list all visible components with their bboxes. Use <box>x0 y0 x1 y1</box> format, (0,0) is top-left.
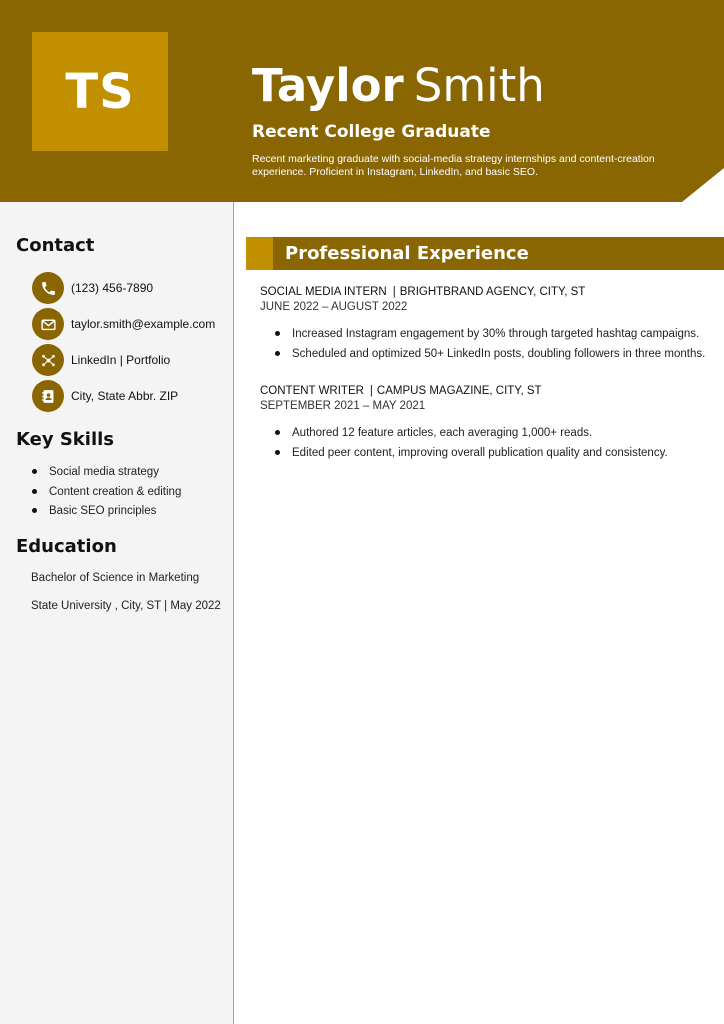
contact-phone <box>32 272 153 304</box>
experience-heading: Professional Experience <box>285 243 529 264</box>
monogram-initials: TS <box>65 63 135 120</box>
education-heading: Education <box>16 536 117 557</box>
job-entry <box>260 285 710 367</box>
header-corner-cut <box>682 168 724 202</box>
experience-heading-bar <box>246 237 724 270</box>
last-name: Smith <box>413 59 545 112</box>
phone-icon <box>32 272 64 304</box>
job-bullet: Authored 12 feature articles, each averaging 1,000+ reads. <box>275 426 710 440</box>
contact-heading: Contact <box>16 235 95 256</box>
first-name: Taylor <box>252 59 404 112</box>
contact-phone-text: (123) 456-7890 <box>71 281 154 295</box>
job-bullet: Increased Instagram engagement by 30% through targeted hashtag campaigns. <box>275 327 710 341</box>
skills-heading: Key Skills <box>16 429 114 450</box>
network-icon <box>32 344 64 376</box>
candidate-name <box>252 58 545 114</box>
skill-item: Basic SEO principles <box>32 503 181 523</box>
job-dates: SEPTEMBER 2021 – MAY 2021 <box>260 400 426 412</box>
skills-list <box>32 464 181 523</box>
candidate-subtitle: Recent College Graduate <box>252 122 491 142</box>
heading-accent-block <box>246 237 273 270</box>
profile-summary: Recent marketing graduate with social-media strategy internships and content-creation experience. Proficient in Instagram, LinkedIn, and basic SEO. <box>252 153 655 178</box>
contact-address <box>32 380 178 412</box>
job-bullet: Edited peer content, improving overall publication quality and consistency. <box>275 446 710 460</box>
job-separator: | <box>369 385 373 397</box>
contact-links <box>32 344 170 376</box>
contact-email-text[interactable]: taylor.smith@example.com <box>71 317 216 331</box>
job-separator: | <box>392 286 396 298</box>
job-role: SOCIAL MEDIA INTERN <box>260 286 387 298</box>
job-bullets <box>275 327 710 361</box>
email-icon <box>32 308 64 340</box>
skill-item: Content creation & editing <box>32 484 181 504</box>
contact-email <box>32 308 215 340</box>
skill-item: Social media strategy <box>32 464 181 484</box>
job-title-line <box>260 384 710 398</box>
contact-links-text[interactable]: LinkedIn | Portfolio <box>71 353 171 367</box>
job-company: CAMPUS MAGAZINE, CITY, ST <box>376 385 542 397</box>
education-school: State University , City, ST | May 2022 <box>31 600 221 612</box>
contact-address-text: City, State Abbr. ZIP <box>71 389 179 403</box>
job-dates: JUNE 2022 – AUGUST 2022 <box>260 301 408 313</box>
monogram-badge <box>32 32 168 151</box>
job-title-line <box>260 285 710 299</box>
job-bullet: Scheduled and optimized 50+ LinkedIn posts, doubling followers in three months. <box>275 347 710 361</box>
job-company: BRIGHTBRAND AGENCY, CITY, ST <box>399 286 586 298</box>
job-role: CONTENT WRITER <box>260 385 364 397</box>
education-degree: Bachelor of Science in Marketing <box>31 572 200 584</box>
address-book-icon <box>32 380 64 412</box>
job-entry <box>260 384 710 466</box>
job-bullets <box>275 426 710 460</box>
